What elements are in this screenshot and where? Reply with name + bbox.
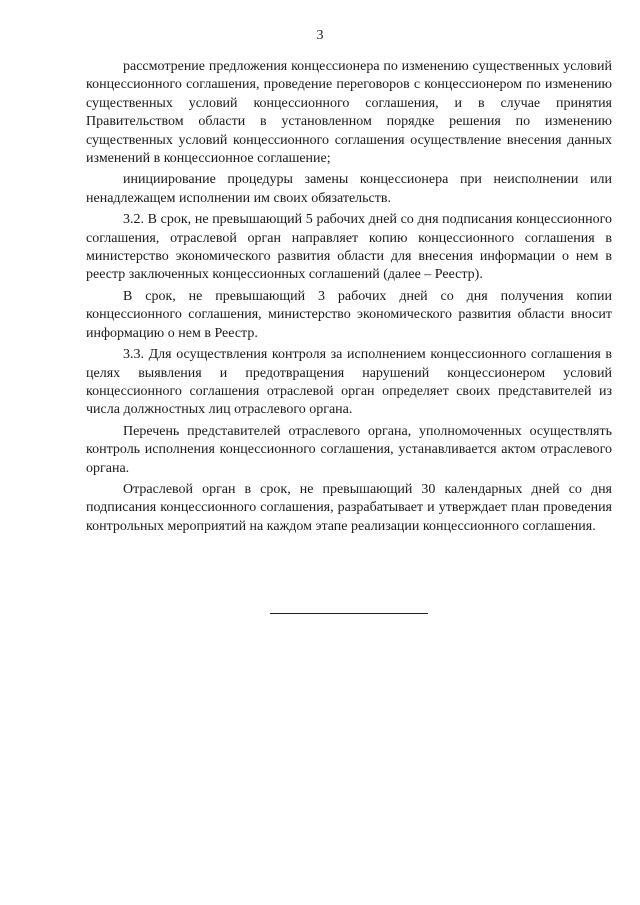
page-number: 3 [316,28,324,43]
paragraph-control-plan: Отраслевой орган в срок, не превышающий 30 календарных дней со дня подписания концессионного соглашения, разрабатывает и утверждает план проведения контрольных мероприятий на каждом этапе реализации концессионного соглашения. [86,481,612,534]
document-body [86,58,612,536]
paragraph-section-3-2: 3.2. В срок, не превышающий 5 рабочих дней со дня подписания концессионного соглашения, отраслевой орган направляет копию концессионного соглашения в министерство экономического развития области для внесения информации о нем в реестр заключенных концессионных соглашений (далее – Реестр). [86,212,612,283]
paragraph-registry-entry: В срок, не превышающий 3 рабочих дней со дня получения копии концессионного соглашения, министерство экономического развития области вносит информацию о нем в Реестр. [86,288,612,341]
paragraph-representatives-list: Перечень представителей отраслевого органа, уполномоченных осуществлять контроль исполнения концессионного соглашения, устанавливается актом отраслевого органа. [86,423,612,476]
paragraph-review-proposal: рассмотрение предложения концессионера по изменению существенных условий концессионного соглашения, проведение переговоров с концессионером по изменению существенных условий концессионного соглашения, и в случае принятия Правительством области в установленном порядке решения по изменению существенных условий концессионного соглашения осуществление внесения данных изменений в концессионное соглашение; [86,59,612,167]
paragraph-section-3-3: 3.3. Для осуществления контроля за исполнением концессионного соглашения в целях выявления и предотвращения нарушений концессионером условий концессионного соглашения отраслевой орган определяет своих представителей из числа должностных лиц отраслевого органа. [86,347,612,418]
end-separator-line [270,613,428,614]
paragraph-replace-concessionaire: инициирование процедуры замены концессионера при неисполнении или ненадлежащем исполнении им своих обязательств. [86,172,612,206]
